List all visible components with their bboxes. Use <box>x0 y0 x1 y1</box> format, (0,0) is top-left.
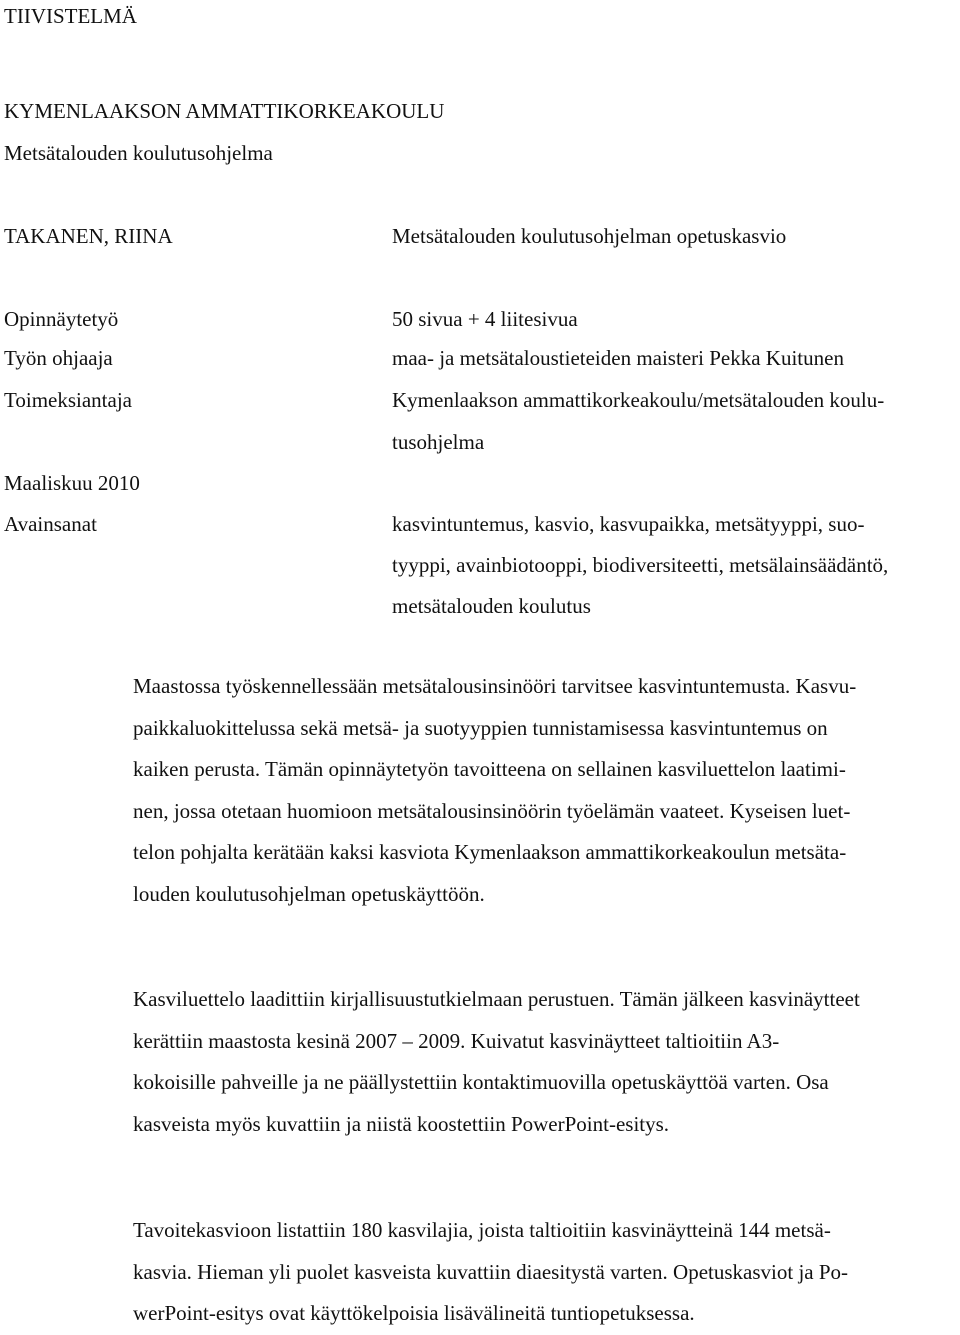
thesis-title: Metsätalouden koulutusohjelman opetuskasvio <box>392 224 787 248</box>
abstract-paragraph-2 <box>133 979 860 1145</box>
school-name: KYMENLAAKSON AMMATTIKORKEAKOULU <box>4 99 445 123</box>
paragraph-line: kasveista myös kuvattiin ja niistä koostettiin PowerPoint-esitys. <box>133 1111 670 1136</box>
abstract-paragraph-1 <box>133 666 856 915</box>
commissioner-label: Toimeksiantaja <box>4 388 132 412</box>
program-name: Metsätalouden koulutusohjelma <box>4 141 273 165</box>
abstract-paragraph-3 <box>133 1210 848 1335</box>
keywords-line1: kasvintuntemus, kasvio, kasvupaikka, metsätyyppi, suo- <box>392 512 865 536</box>
commissioner-value-line1: Kymenlaakson ammattikorkeakoulu/metsätalouden koulu- <box>392 388 885 412</box>
thesis-value: 50 sivua + 4 liitesivua <box>392 307 578 331</box>
commissioner-value-line2: tusohjelma <box>392 430 485 454</box>
paragraph-line: kaiken perusta. Tämän opinnäytetyön tavoitteena on sellainen kasviluettelon laatimi- <box>133 757 846 781</box>
paragraph-line: kerättiin maastosta kesinä 2007 – 2009. Kuivatut kasvinäytteet taltioitiin A3- <box>133 1028 780 1053</box>
keywords-line3: metsätalouden koulutus <box>392 594 591 618</box>
paragraph-line: paikkaluokittelussa sekä metsä- ja suotyyppien tunnistamisessa kasvintuntemus on <box>133 715 828 740</box>
paragraph-line: werPoint-esitys ovat käyttökelpoisia lisävälineitä tuntiopetuksessa. <box>133 1301 695 1325</box>
paragraph-line: nen, jossa otetaan huomioon metsätalousinsinöörin työelämän vaateet. Kyseisen luet- <box>133 798 851 823</box>
paragraph-line: kasvia. Hieman yli puolet kasveista kuvattiin diaesitystä varten. Opetuskasviot ja Po- <box>133 1259 849 1284</box>
supervisor-label: Työn ohjaaja <box>4 346 113 370</box>
paragraph-line: Tavoitekasvioon listattiin 180 kasvilajia, joista taltioitiin kasvinäytteinä 144 metsä- <box>133 1218 831 1242</box>
thesis-label: Opinnäytetyö <box>4 307 119 331</box>
paragraph-line: Kasviluettelo laadittiin kirjallisuustutkielmaan perustuen. Tämän jälkeen kasvinäytteet <box>133 987 860 1011</box>
paragraph-line: Maastossa työskennellessään metsätalousinsinööri tarvitsee kasvintuntemusta. Kasvu- <box>133 674 857 698</box>
keywords-line2: tyyppi, avainbiotooppi, biodiversiteetti, metsälainsäädäntö, <box>392 553 889 577</box>
author-name: TAKANEN, RIINA <box>4 224 173 248</box>
keywords-label: Avainsanat <box>4 512 97 536</box>
paragraph-line: telon pohjalta kerätään kaksi kasviota Kymenlaakson ammattikorkeakoulun metsäta- <box>133 840 847 864</box>
date-label: Maaliskuu 2010 <box>4 471 140 495</box>
paragraph-line: kokoisille pahveille ja ne päällystettiin kontaktimuovilla opetuskäyttöä varten. Osa <box>133 1070 829 1094</box>
supervisor-value: maa- ja metsätaloustieteiden maisteri Pekka Kuitunen <box>392 346 844 370</box>
abstract-heading: TIIVISTELMÄ <box>4 4 137 28</box>
paragraph-line: louden koulutusohjelman opetuskäyttöön. <box>133 881 485 906</box>
